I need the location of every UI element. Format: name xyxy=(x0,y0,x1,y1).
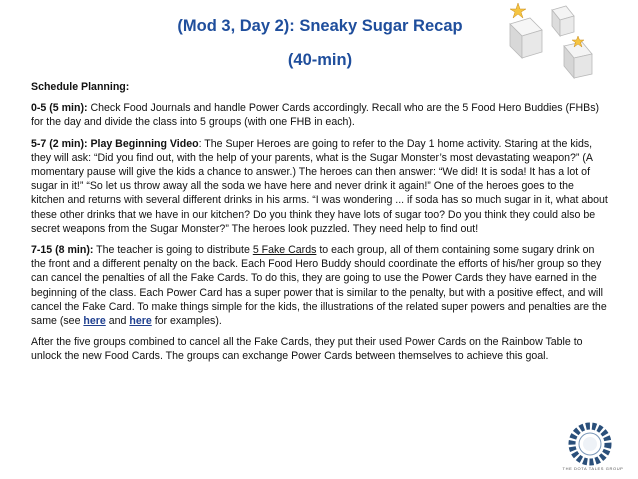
sparkle-icon xyxy=(510,3,526,18)
page-subtitle: (40-min) xyxy=(287,51,353,69)
schedule-item-summary: After the five groups combined to cancel all the Fake Cards, they put their used Power Cards on the Rainbow Table to unlock the new Food Cards. The groups can exchange Power Cards between themselves to achieve this goal. xyxy=(31,336,583,363)
sugar-cube-bottom xyxy=(564,42,592,78)
item-text: Check Food Journals and handle Power Cards accordingly. Recall who are the 5 Food Hero Buddies (FHBs) for the day and divide the class into 5 groups (with one FHB in each). xyxy=(31,102,600,129)
schedule-item-0-5 xyxy=(31,101,609,129)
time-label: 0-5 (5 min): xyxy=(31,102,88,115)
time-label: 5-7 (2 min): Play Beginning Video xyxy=(31,137,199,150)
schedule-heading: Schedule Planning: xyxy=(31,81,130,93)
schedule-item-5-7 xyxy=(31,137,609,236)
here-link-1[interactable]: here xyxy=(83,315,106,328)
here-link-2[interactable]: here xyxy=(129,315,152,328)
item-text: : The Super Heroes are going to refer to the Day 1 home activity. Staring at the kids, they will ask: “Did you find out, with the help of your parents, what is the Sugar Monster’s most devastating weapon?” (A momentary pause will give the kids a chance to answer.) The heroes can then answer: “We did! It is soda! It has a lot of sugar in it!” “So let us throw away all the soda we have here and never drink it again!” One of the heroes goes to the kitchen and returns with several different drinks in his arms. “I was wondering ... if soda has so much sugar in it, what about these other drinks that we have in our kitchen? Do you think they have lots of sugar too? Do you think they could also be secret weapons from the Sugar Monster?” The heroes look puzzled. They need help to find out! xyxy=(31,137,608,235)
fake-cards-link[interactable]: 5 Fake Cards xyxy=(252,244,317,257)
schedule-item-7-15: 7-15 (8 min): The teacher is going to distribute 5 Fake Cards to each group, all of them containing some sugary drink on the front and a different penalty on the back. Each Food Hero Buddy should coordinate the efforts of his/her group so they can cancel the penalties of all the Fake Cards. To do this, they are going to use the Power Cards they have earned in the beginning of the class. Each Power Card has a super power that is similar to the penalty, but with a positive effect, and will cancel the Fake Card. To make things simple for the kids, the illustrations of the related super powers and penalties are the same (see here and here for examples). xyxy=(31,244,607,328)
logo-text: THE DOTA TALES GROUP xyxy=(562,466,624,471)
sugar-cubes-illustration xyxy=(500,0,638,90)
sugar-cube-left xyxy=(510,18,542,58)
time-label: 7-15 (8 min): xyxy=(31,244,94,257)
sugar-cube-top xyxy=(552,6,574,36)
page-title: (Mod 3, Day 2): Sneaky Sugar Recap xyxy=(177,17,463,35)
document-body xyxy=(31,80,609,371)
